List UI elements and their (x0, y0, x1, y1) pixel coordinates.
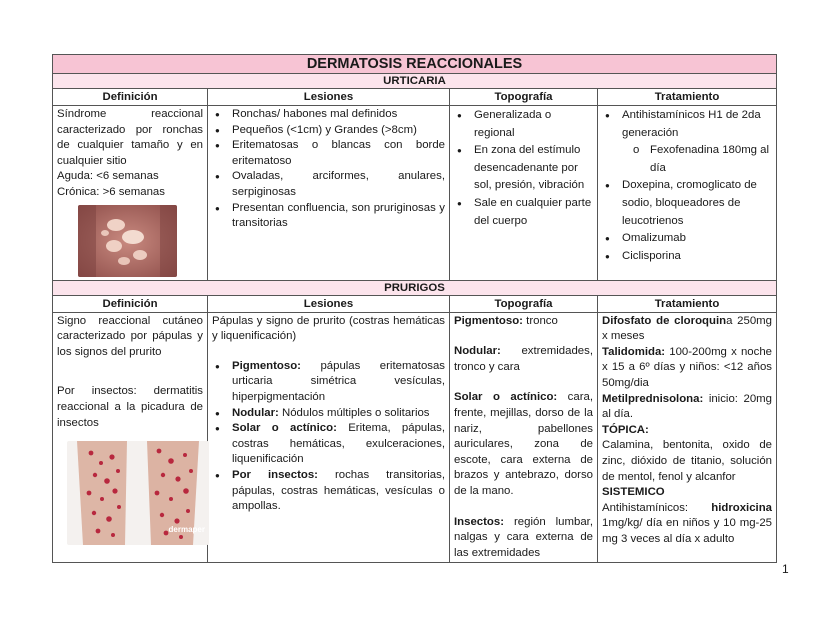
topografia-nodular (454, 344, 593, 375)
topografia-text: región lumbar, nalgas y cara externa de las extremidades (454, 515, 593, 559)
sub-list-item: o Fexofenadina 180mg al día (650, 142, 772, 177)
prurigo-photo (67, 441, 209, 545)
list-item: ● Generalizada o regional (474, 107, 593, 142)
prurigos-lesiones-cell (208, 312, 450, 563)
column-header-definicion: Definición (53, 295, 208, 312)
topografia-label: Pigmentoso: (454, 314, 523, 327)
topografia-label: Insectos: (454, 515, 505, 528)
treatment-text: inicio: 20mg al día. (602, 392, 772, 421)
page-number: 1 (782, 562, 789, 576)
treatment-text: a 250mg x meses (602, 314, 772, 343)
prurigos-definition: Signo reaccional cutáneo caracterizado por pápulas y los signos del prurito (57, 314, 203, 358)
list-item-label: Pigmentoso: (232, 359, 301, 372)
section-title-urticaria: URTICARIA (53, 74, 777, 89)
treatment-sistemico-label: SISTEMICO (602, 486, 665, 499)
list-item (232, 421, 445, 468)
treatment-text: Antihistamínicos: (602, 501, 712, 514)
treatment-text: 1mg/kg/ día en niños y 10 mg-25 mg 3 veces al día x adulto (602, 517, 772, 545)
list-item: ● Ciclisporina (622, 248, 772, 266)
list-item-text: pápulas eritematosas urticaria simétrica vesículas, hiperpigmentación (232, 359, 445, 403)
topografia-label: Solar o actínico: (454, 391, 558, 404)
topografia-label: Nodular: (454, 345, 501, 358)
urticaria-lesiones-cell (208, 106, 450, 281)
treatment-label: Talidomida: (602, 345, 666, 358)
urticaria-photo (78, 205, 177, 277)
prurigos-topografia-cell (450, 312, 598, 563)
prurigos-insectos-definition: Por insectos: dermatitis reaccional a la picadura de insectos (57, 385, 203, 429)
section-title-prurigos: PRURIGOS (53, 280, 777, 295)
column-header-lesiones: Lesiones (208, 295, 450, 312)
urticaria-definicion-cell (53, 106, 208, 281)
column-header-lesiones: Lesiones (208, 89, 450, 106)
urticaria-cronica: Crónica: >6 semanas (57, 185, 165, 198)
treatment-metilprednisolona (602, 392, 772, 423)
column-header-topografia: Topografía (450, 89, 598, 106)
treatment-antihistaminicos: Antihistamínicos H1 de 2da generación (622, 109, 761, 139)
list-item: ● Eritematosas o blancas con borde eritematoso (232, 138, 445, 169)
list-item (232, 406, 445, 422)
topografia-insectos (454, 515, 593, 562)
treatment-sistemico-text (602, 501, 772, 548)
topografia-text: extremidades, tronco y cara (454, 345, 593, 373)
urticaria-tratamiento-cell (598, 106, 777, 281)
dermatosis-table (52, 54, 777, 563)
prurigos-tratamiento-cell (598, 312, 777, 563)
topografia-pigmentoso (454, 314, 593, 330)
list-item: ● Sale en cualquier parte del cuerpo (474, 195, 593, 230)
list-item-text: Nódulos múltiples o solitarios (278, 406, 430, 419)
list-item-label: Por insectos: (232, 468, 318, 481)
column-header-topografia: Topografía (450, 295, 598, 312)
list-item-label: Solar o actínico: (232, 422, 337, 435)
urticaria-topografia-cell (450, 106, 598, 281)
list-item: ● Ovaladas, arciformes, anulares, serpiginosas (232, 169, 445, 200)
topografia-text: tronco (522, 314, 558, 327)
treatment-text: 100-200mg x noche x 15 a 6º días y niños: <12 años 50mg/dia (602, 345, 772, 389)
treatment-talidomida (602, 345, 772, 392)
list-item: ● Omalizumab (622, 230, 772, 248)
list-item: ● Pequeños (<1cm) y Grandes (>8cm) (232, 123, 445, 139)
treatment-label: Metilprednisolona: (602, 392, 704, 405)
list-item-text: rochas transitorias, pápulas, costras hemáticas, vesículas o ampollas. (232, 468, 445, 513)
list-item (622, 107, 772, 177)
treatment-drug: hidroxicina (711, 501, 772, 514)
urticaria-aguda: Aguda: <6 semanas (57, 170, 159, 183)
treatment-topica-label: TÓPICA: (602, 423, 649, 436)
list-item: ● En zona del estímulo desencadenante por sol, presión, vibración (474, 142, 593, 195)
topografia-text: cara, frente, mejillas, dorso de la nariz, pabellones auriculares, zona de escote, cara externa de brazos y antebrazo, dorso de la mano. (454, 391, 593, 497)
list-item (232, 468, 445, 515)
list-item (232, 359, 445, 406)
prurigos-definicion-cell (53, 312, 208, 563)
column-header-tratamiento: Tratamiento (598, 295, 777, 312)
list-item: ● Doxepina, cromoglicato de sodio, bloqueadores de leucotrienos (622, 177, 772, 230)
treatment-difosfato (602, 314, 772, 345)
document-title: DERMATOSIS REACCIONALES (53, 55, 777, 74)
column-header-tratamiento: Tratamiento (598, 89, 777, 106)
list-item-label: Nodular: (232, 406, 279, 419)
list-item-text: Eritema, pápulas, costras hemáticas, exulceraciones, liquenificación (232, 422, 445, 466)
column-header-definicion: Definición (53, 89, 208, 106)
list-item: ● Ronchas/ habones mal definidos (232, 107, 445, 123)
treatment-topica-text: Calamina, bentonita, oxido de zinc, dióxido de titanio, solución de mentol, fenol y alcanfor (602, 439, 772, 483)
topografia-solar (454, 390, 593, 499)
urticaria-definition: Síndrome reaccional caracterizado por ronchas de cualquier tamaño y en cualquier sitio (57, 108, 203, 167)
treatment-label: Difosfato de cloroquin (602, 314, 727, 327)
prurigos-lesiones-intro: Pápulas y signo de prurito (costras hemáticas y liquenificación) (212, 314, 445, 343)
list-item: ● Presentan confluencia, son pruriginosas y transitorias (232, 201, 445, 232)
photo-watermark: dermaper (168, 524, 205, 534)
